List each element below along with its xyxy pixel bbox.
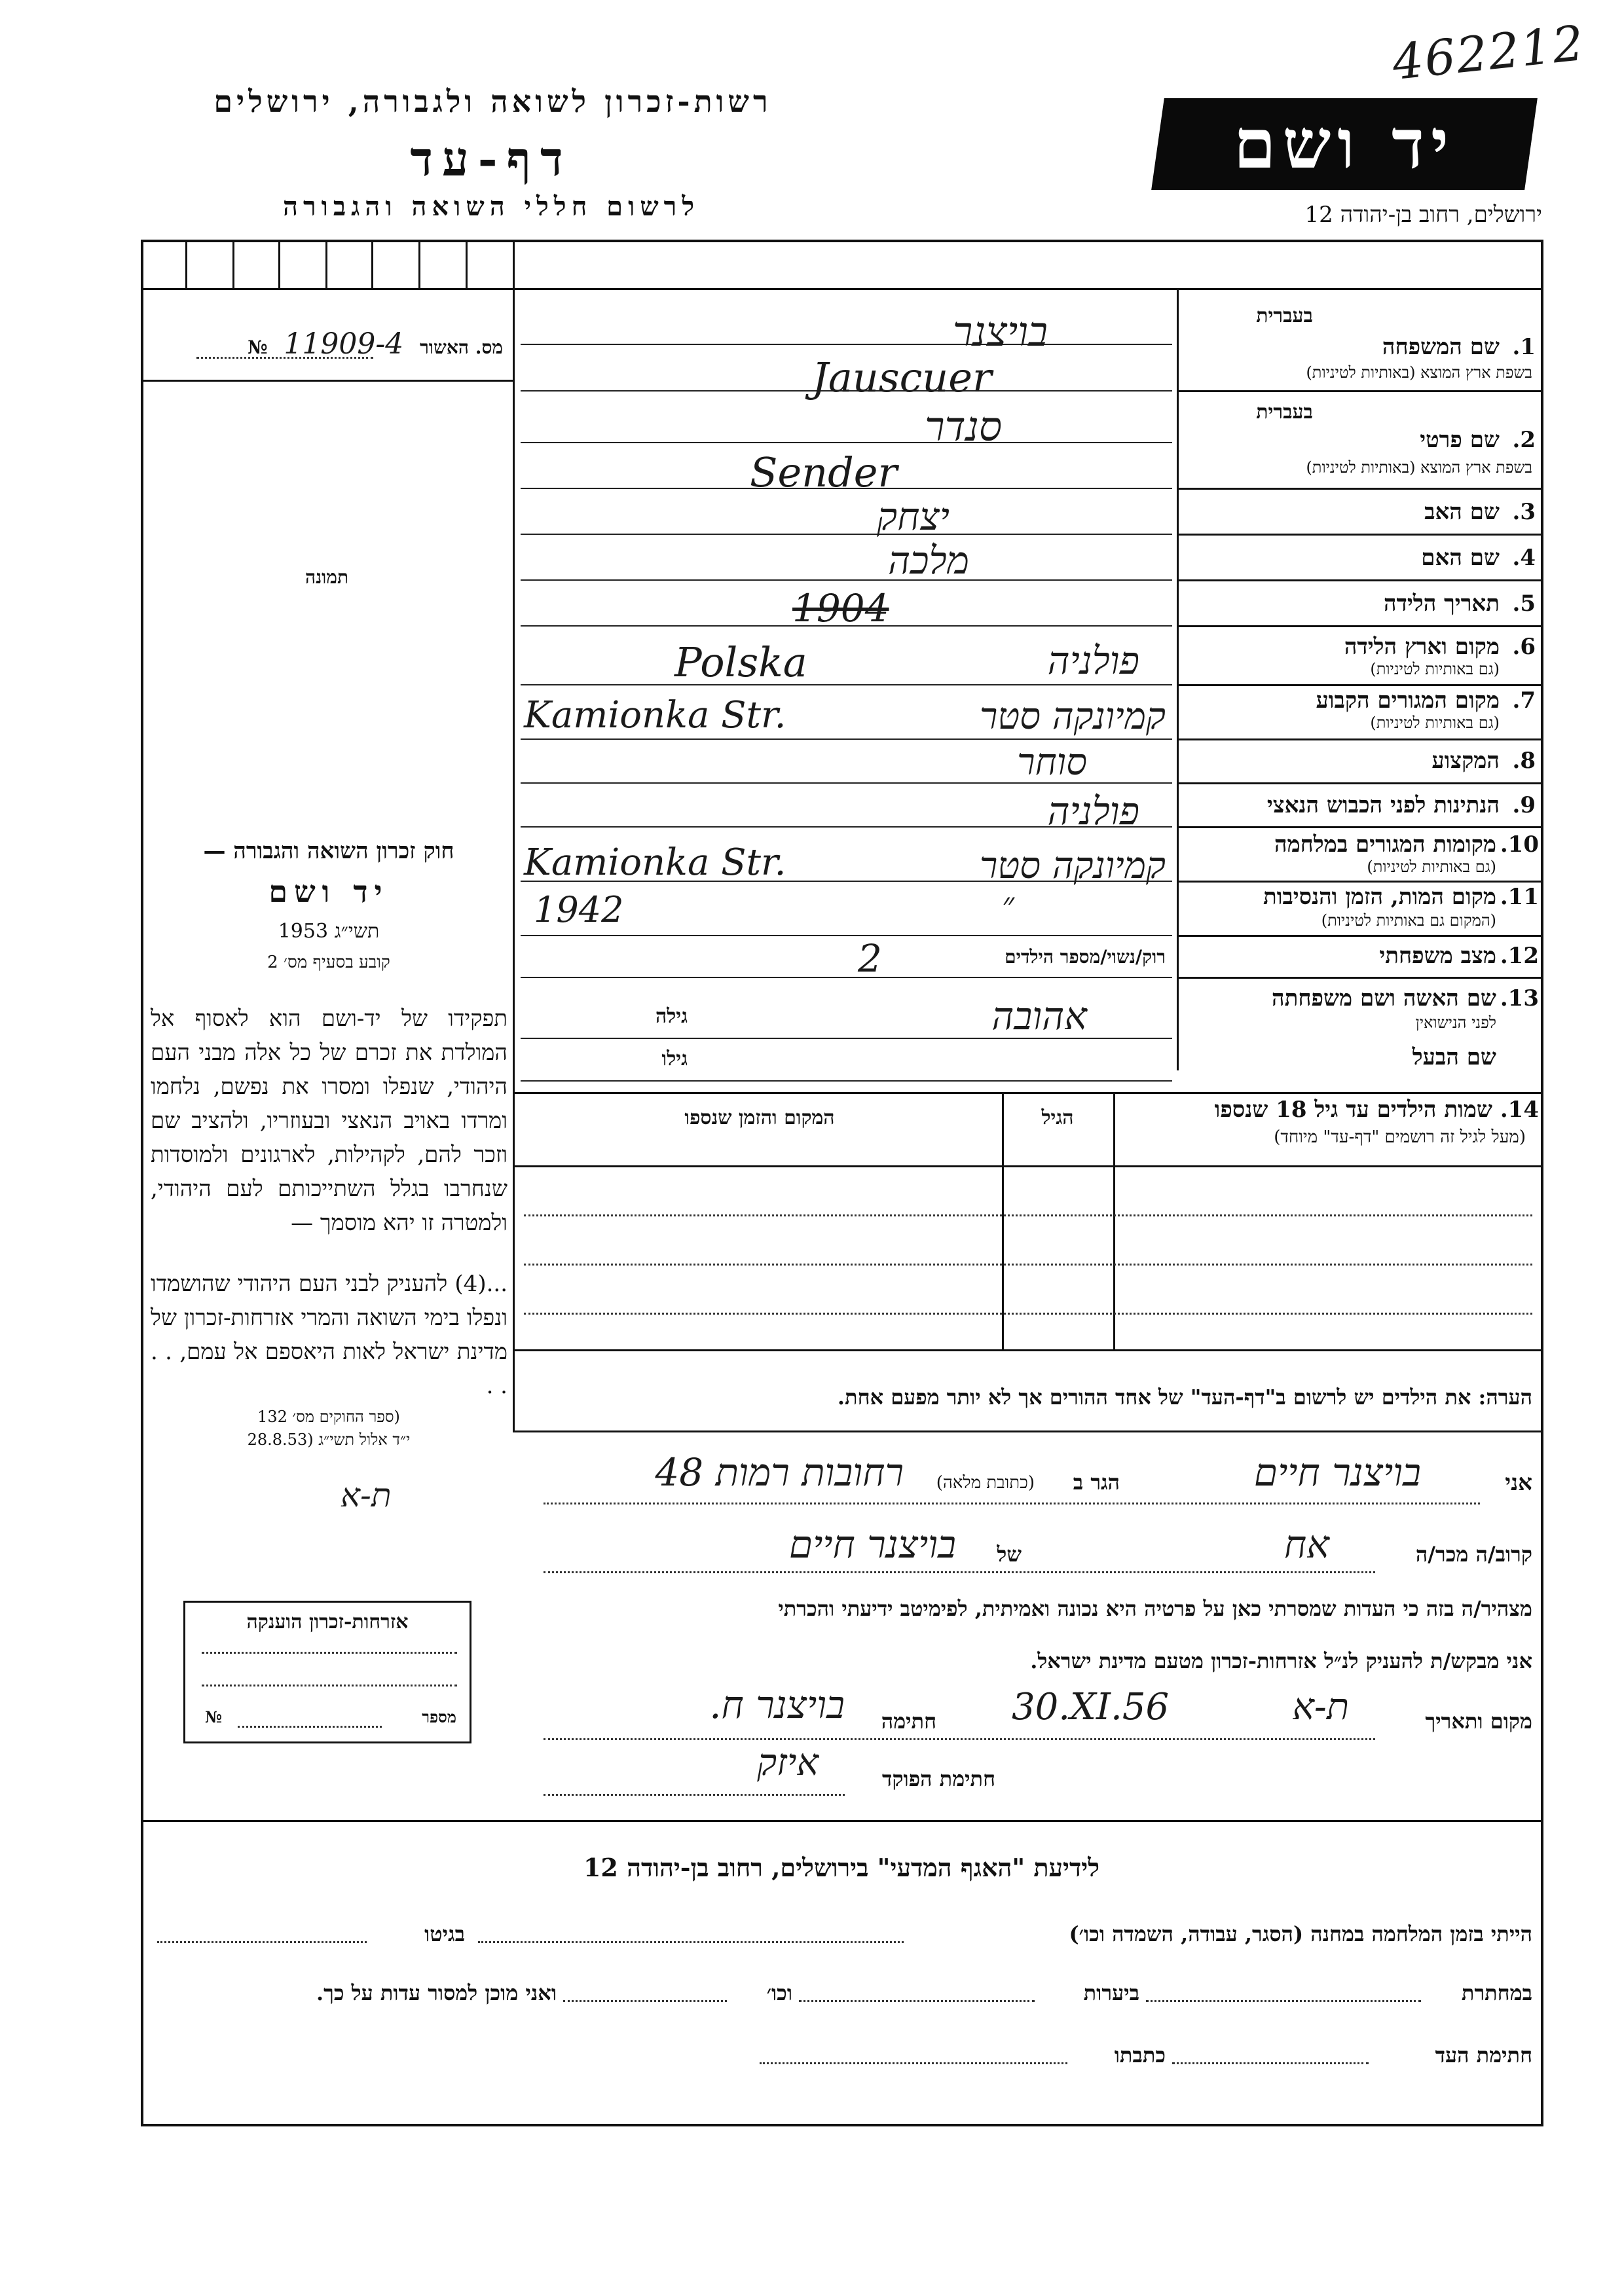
- children-col-age: הגיל: [1041, 1106, 1074, 1129]
- birth-date: 1904: [792, 586, 889, 630]
- field9-label: הנתינות לפני הכבוש הנאצי: [1266, 792, 1500, 818]
- field13-number: 13.: [1500, 985, 1539, 1011]
- field13-label: שם האשה ושם משפחתה: [1272, 985, 1496, 1011]
- wartime-residence-latin: Kamionka Str.: [524, 841, 786, 884]
- declarant-address: רחובות רמות 48: [655, 1450, 904, 1495]
- approval-prefix: №: [248, 337, 268, 358]
- field10-sub: (גם באותיות לטיניות): [1367, 858, 1496, 876]
- field7-sub: (גם באותיות לטיניות): [1370, 714, 1500, 732]
- field7-number: 7.: [1512, 687, 1536, 714]
- bottom-title: לידיעת "האגף המדעי" בירושלים, רחוב בן-יהודה 12: [583, 1853, 1100, 1882]
- archive-number: 462212: [1389, 14, 1587, 92]
- yad-vashem-logo: [1151, 98, 1538, 190]
- family-name-hebrew: בויצנר: [952, 308, 1048, 355]
- signature-label: חתימה: [881, 1709, 936, 1734]
- field1-sub: בשפת ארץ המוצא (באותיות לטיניות): [1306, 363, 1532, 382]
- field8-label: המקצוע: [1431, 748, 1500, 774]
- law-year: תשי״ג 1953: [278, 920, 380, 943]
- wife-name: אהובה: [991, 994, 1087, 1038]
- field11-sub: (המקום גם באותיות לטיניות): [1321, 911, 1496, 930]
- field5-number: 5.: [1512, 591, 1536, 617]
- header-address: ירושלים, רחוב בן-יהודה 12: [1304, 202, 1542, 228]
- field3-label: שם האב: [1424, 499, 1500, 525]
- field8-number: 8.: [1512, 748, 1536, 774]
- declarant-signature: בויצנר ח.: [709, 1683, 845, 1727]
- family-name-latin: Jauscuer: [812, 354, 992, 401]
- approval-label: מס. האשור: [420, 337, 503, 358]
- citizenship-box-title: אזרחות-זכרון הוענקה: [246, 1611, 409, 1633]
- bottom-line3-a: חתימת העד: [1435, 2043, 1532, 2068]
- death-year: 1942: [534, 889, 624, 930]
- bottom-line1-a: הייתי בזמן המלחמה במחנה (הסגר, עבודה, השמדה וכו׳): [1069, 1922, 1532, 1946]
- residence-latin: Kamionka Str.: [524, 694, 786, 737]
- field4-label: שם האם: [1421, 545, 1500, 571]
- note: הערה: את הילדים יש לרשום ב"דף-העד" של אחד ההורים אך לא יותר מפעם אחת.: [837, 1385, 1532, 1410]
- citizenship-box: [183, 1601, 471, 1743]
- children-col-place: המקום והזמן שנספו: [684, 1106, 835, 1129]
- field12-label: מצב משפחתי: [1379, 943, 1496, 969]
- children-label: 14. שמות הילדים עד גיל 18 שנספו: [1214, 1097, 1539, 1123]
- father-name: יצחק: [877, 494, 950, 539]
- bottom-line2-a: במחתרת: [1461, 1980, 1532, 2005]
- field11-number: 11.: [1500, 884, 1539, 910]
- law-text: תפקידו של יד-ושם הוא לאסוף אל המולדת את זכרם של כל אלה מבני העם היהודי, שנפלו ומסרו את נפשם, נלחמו ומרדו באויב הנאצי ובעוזריו, ולהציב שם וזכר להם, לקהילות, לארגונים ולמוסדות שנחרבו בגלל השתייכותם לעם היהודי, ולמטרה זו יהא מוסמך —: [151, 1006, 507, 1236]
- logo-text: יד ושם: [1233, 103, 1456, 184]
- law-title: חוק זכרון השואה והגבורה —: [203, 838, 454, 864]
- death-ditto: ״: [1002, 885, 1014, 923]
- residence-hebrew: קמיונקה סטר: [979, 695, 1166, 738]
- husband-label: שם הבעל: [1412, 1044, 1496, 1070]
- declaration-i: אני: [1505, 1470, 1532, 1496]
- citizenship-number-label: מספר: [422, 1707, 456, 1726]
- field3-number: 3.: [1512, 499, 1536, 525]
- field1-label: שם המשפחה: [1382, 334, 1500, 360]
- declarant-name: בויצנר חיים: [1253, 1450, 1421, 1495]
- official-label: חתימת הפוקד: [882, 1766, 995, 1791]
- handwritten-mark: ת-א: [341, 1476, 392, 1514]
- wartime-residence-hebrew: קמיונקה סטר: [979, 845, 1166, 887]
- of-name: בויצנר חיים: [788, 1522, 956, 1567]
- birth-place-hebrew: פולניה: [1047, 638, 1139, 683]
- bottom-line2-b: ביערות: [1083, 1980, 1139, 2005]
- declaration-statement: מצהיר/ה בזה כי העדות שמסרתי כאן על פרטיה היא נכונה ואמיתית, לפימיטב ידיעתי והכרתי: [778, 1596, 1532, 1621]
- law-source: (ספר החוקים מס׳ 132: [257, 1408, 400, 1426]
- approval-number-row: [169, 327, 503, 361]
- left-column-divider: [513, 240, 515, 1349]
- field10-number: 10.: [1500, 831, 1539, 858]
- first-name-latin: Sender: [750, 448, 898, 496]
- of-label: של: [997, 1542, 1022, 1567]
- photo-label: תמונה: [304, 566, 349, 588]
- birth-place-latin: Polska: [674, 638, 807, 686]
- bottom-line2-d: ואני מוכן למסור עדות על כך.: [316, 1980, 557, 2005]
- husband-age-label: גילו: [661, 1048, 688, 1070]
- form-title: דף-עד: [410, 131, 572, 187]
- wife-age-label: גילה: [655, 1005, 688, 1028]
- occupation: סוחר: [1017, 741, 1087, 784]
- field10-label: מקומות המגורים במלחמה: [1274, 831, 1496, 858]
- field1-number: 1.: [1512, 334, 1536, 360]
- field2-sub: בשפת ארץ המוצא (באותיות לטיניות): [1306, 458, 1532, 477]
- field1-hebrew-tag: בעברית: [1256, 304, 1313, 327]
- nationality: פולניה: [1047, 789, 1139, 833]
- declaration-request: אני מבקש/ת להעניק לנ״ל אזרחות-זכרון מטעם מדינת ישראל.: [1030, 1649, 1532, 1673]
- field4-number: 4.: [1512, 545, 1536, 571]
- field6-label: מקום וארץ הלידה: [1344, 634, 1500, 660]
- first-name-hebrew: סנדר: [925, 403, 1002, 450]
- field2-hebrew-tag: בעברית: [1256, 401, 1313, 424]
- field6-sub: (גם באותיות לטיניות): [1370, 660, 1500, 678]
- form-subtitle: לרשום חללי השואה והגבורה: [282, 191, 700, 222]
- bottom-line1-b: בגיטו: [424, 1922, 465, 1946]
- right-column-divider: [1177, 288, 1179, 1070]
- law-text-2: ...(4) להעניק לבני העם היהודי שהושמדו ונפלו בימי השואה והמרי אזרחות-זכרון של מדינת ישראל לאות היאספם אל עמם, . . . .: [151, 1271, 507, 1399]
- relation: אח: [1283, 1522, 1329, 1567]
- declaration-place: ת-א: [1292, 1686, 1349, 1728]
- law-clause: קובע בסעיף מס׳ 2: [267, 953, 390, 972]
- place-date-label: מקום ותאריך: [1425, 1709, 1532, 1734]
- bottom-line3-b: כתבתו: [1114, 2043, 1166, 2068]
- field12-number: 12.: [1500, 943, 1539, 969]
- bottom-line2-c: וכו׳: [766, 1980, 792, 2005]
- official-signature: איזק: [757, 1741, 819, 1784]
- law-source-date: י״ד אלול תשי״ג (28.8.53: [247, 1430, 411, 1449]
- citizenship-number-prefix: №: [205, 1707, 223, 1726]
- law-name: יד ושם: [268, 874, 389, 909]
- field2-label: שם פרטי: [1420, 427, 1500, 453]
- mother-name: מלכה: [888, 538, 969, 583]
- children-count: 2: [858, 936, 882, 981]
- field2-number: 2.: [1512, 427, 1536, 453]
- field13-sub: לפני הנישואין: [1415, 1013, 1496, 1032]
- field5-label: תאריך הלידה: [1383, 591, 1500, 617]
- field11-label: מקום המות, הזמן והנסיבות: [1263, 884, 1496, 910]
- relative-label: קרוב/ה מכר/ה: [1415, 1542, 1532, 1567]
- address-tag: (כתובת מלאה): [936, 1473, 1035, 1493]
- field9-number: 9.: [1512, 792, 1536, 818]
- marital-label: רוק/נשוי/מספר הילדים: [1005, 946, 1166, 968]
- children-sublabel: (מעל לגיל זה רושמים "דף-עד" מיוחד): [1274, 1127, 1526, 1147]
- field6-number: 6.: [1512, 634, 1536, 660]
- resides-label: הגר ב: [1073, 1470, 1120, 1495]
- approval-number: 11909-4: [284, 327, 404, 361]
- declaration-date: 30.XI.56: [1012, 1686, 1170, 1728]
- field7-label: מקום המגורים הקבוע: [1316, 687, 1500, 714]
- authority-name: רשות-זכרון לשואה ולגבורה, ירושלים: [213, 84, 772, 119]
